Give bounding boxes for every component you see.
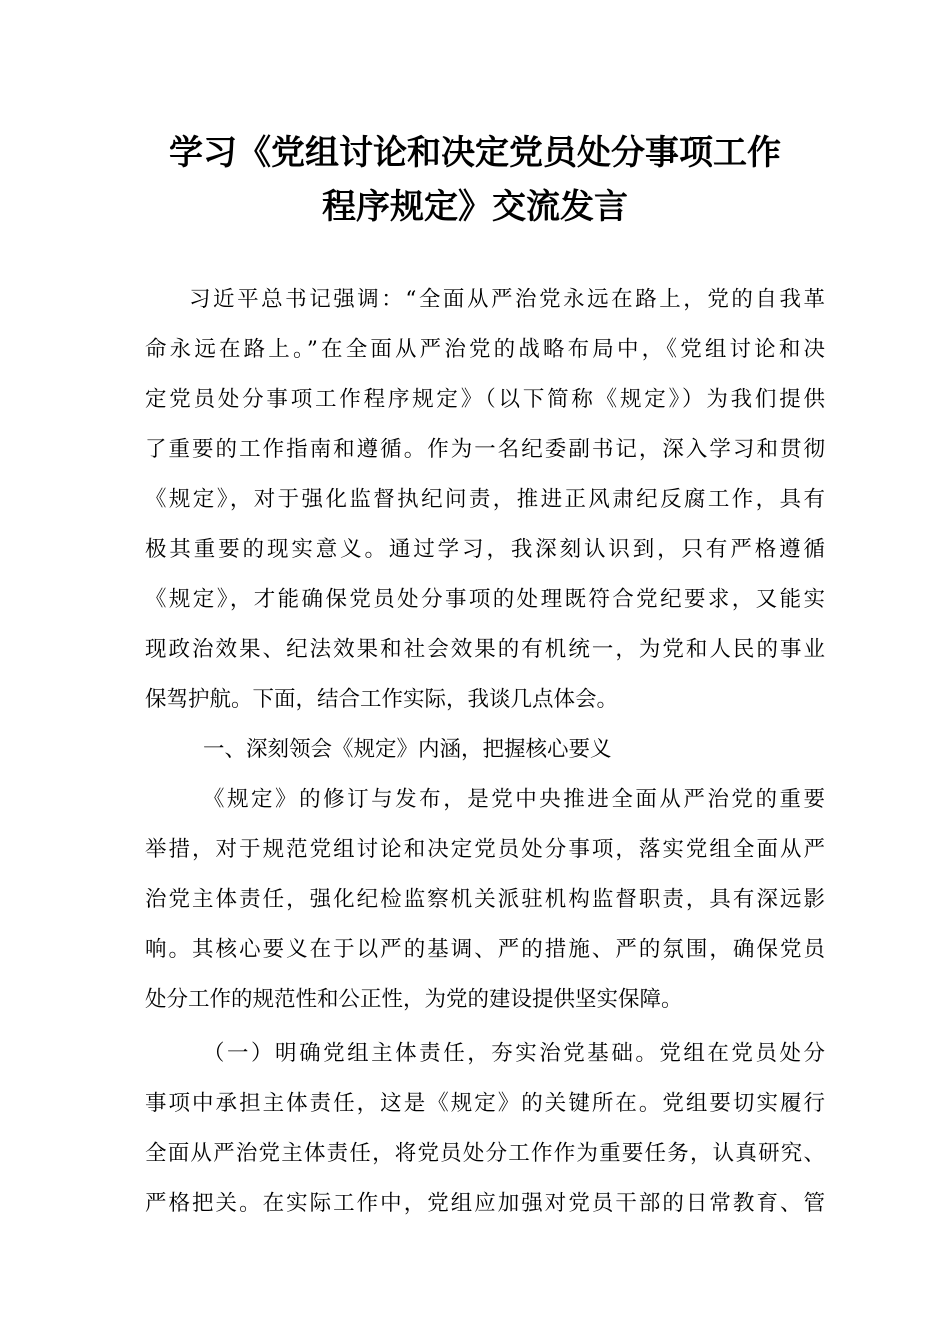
paragraph-line: 举措，对于规范党组讨论和决定党员处分事项，落实党组全面从严 xyxy=(145,837,825,862)
paragraph-line: 全面从严治党主体责任，将党员处分工作作为重要任务，认真研究、 xyxy=(145,1141,825,1166)
paragraph-line: 命永远在路上。”在全面从严治党的战略布局中，《党组讨论和决 xyxy=(145,337,825,362)
paragraph-line: 严格把关。在实际工作中，党组应加强对党员干部的日常教育、管 xyxy=(145,1191,825,1216)
paragraph-line: 《规定》，对于强化监督执纪问责，推进正风肃纪反腐工作，具有 xyxy=(145,487,825,512)
paragraph-line: 保驾护航。下面，结合工作实际，我谈几点体会。 xyxy=(145,687,619,712)
paragraph-line: 定党员处分事项工作程序规定》（以下简称《规定》）为我们提供 xyxy=(145,387,825,412)
section-heading: 一、深刻领会《规定》内涵，把握核心要义 xyxy=(203,737,612,762)
paragraph-line: 习近平总书记强调：“全面从严治党永远在路上，党的自我革 xyxy=(189,287,825,312)
paragraph-line: 现政治效果、纪法效果和社会效果的有机统一，为党和人民的事业 xyxy=(145,637,825,662)
paragraph-line: 事项中承担主体责任，这是《规定》的关键所在。党组要切实履行 xyxy=(145,1091,825,1116)
document-title-line-1: 学习《党组讨论和决定党员处分事项工作 xyxy=(169,133,781,173)
paragraph-line: 响。其核心要义在于以严的基调、严的措施、严的氛围，确保党员 xyxy=(145,937,825,962)
paragraph-line: 治党主体责任，强化纪检监察机关派驻机构监督职责，具有深远影 xyxy=(145,887,825,912)
paragraph-line: 《规定》，才能确保党员处分事项的处理既符合党纪要求，又能实 xyxy=(145,587,825,612)
document-title-line-2: 程序规定》交流发言 xyxy=(322,187,628,227)
paragraph-line: 了重要的工作指南和遵循。作为一名纪委副书记，深入学习和贯彻 xyxy=(145,437,825,462)
paragraph-line: 《规定》的修订与发布，是党中央推进全面从严治党的重要 xyxy=(203,787,825,812)
paragraph-line: 极其重要的现实意义。通过学习，我深刻认识到，只有严格遵循 xyxy=(145,537,825,562)
paragraph-line: 处分工作的规范性和公正性，为党的建设提供坚实保障。 xyxy=(145,987,683,1012)
paragraph-line: （一）明确党组主体责任，夯实治党基础。党组在党员处分 xyxy=(203,1041,825,1066)
